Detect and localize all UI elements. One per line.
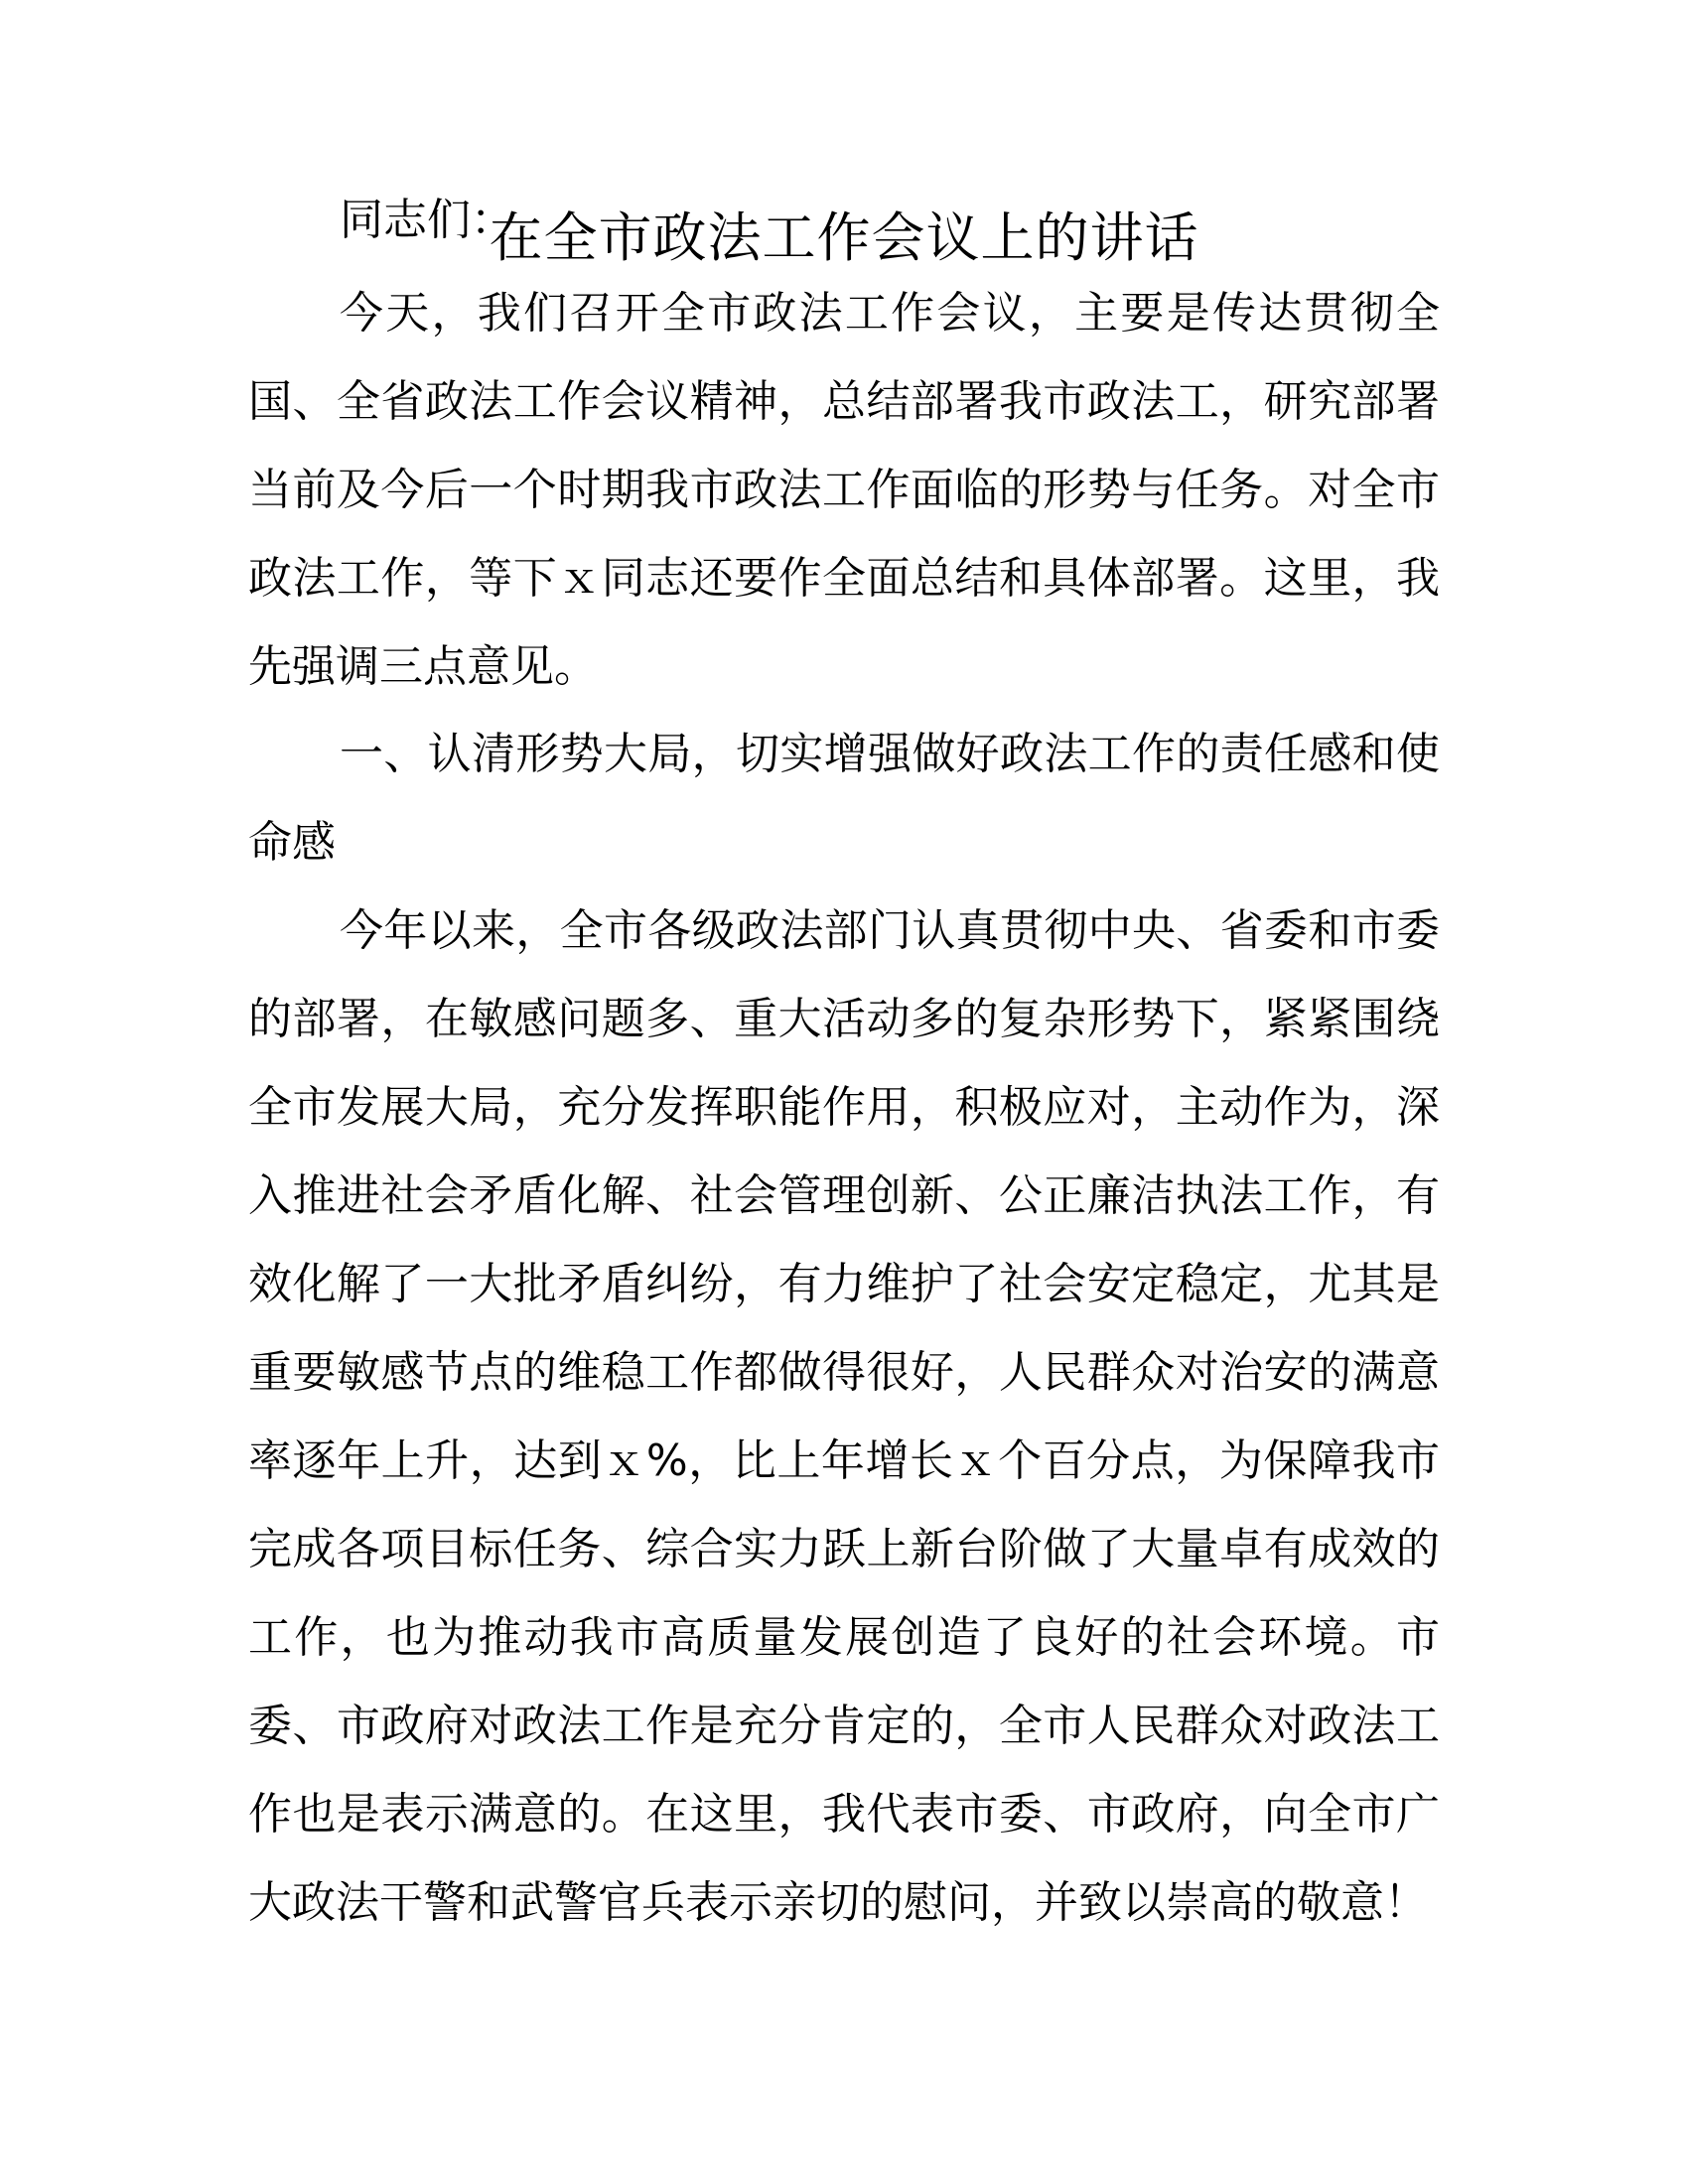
section-heading-line: 一、认清形势大局，切实增强做好政法工作的责任感和使 [340,729,1440,779]
paragraph-body-line: 的部署，在敏感问题多、重大活动多的复杂形势下，紧紧围绕 [248,994,1440,1044]
paragraph-body-line: 今年以来，全市各级政法部门认真贯彻中央、省委和市委 [340,905,1440,956]
paragraph-body-line: 率逐年上升，达到ｘ%，比上年增长ｘ个百分点，为保障我市 [248,1435,1440,1486]
paragraph-body-line: 重要敏感节点的维稳工作都做得很好，人民群众对治安的满意 [248,1347,1440,1398]
paragraph-intro-line: 先强调三点意见。 [248,641,598,692]
section-heading-line: 命感 [248,817,336,868]
paragraph-body-line: 全市发展大局，充分发挥职能作用，积极应对，主动作为，深 [248,1082,1440,1133]
paragraph-body-line: 效化解了一大批矛盾纠纷，有力维护了社会安定稳定，尤其是 [248,1259,1440,1309]
paragraph-intro-line: 当前及今后一个时期我市政法工作面临的形势与任务。对全市 [248,465,1440,515]
salutation: 同志们： [340,195,514,245]
paragraph-intro-line: 今天，我们召开全市政法工作会议，主要是传达贯彻全 [340,288,1440,339]
paragraph-body-line: 完成各项目标任务、综合实力跃上新台阶做了大量卓有成效的 [248,1524,1440,1574]
paragraph-intro-line: 政法工作，等下ｘ同志还要作全面总结和具体部署。这里，我 [248,553,1440,604]
paragraph-body-line: 入推进社会矛盾化解、社会管理创新、公正廉洁执法工作，有 [248,1170,1440,1221]
paragraph-body-line: 大政法干警和武警官兵表示亲切的慰问，并致以崇高的敬意！ [248,1877,1428,1928]
document-title: 在全市政法工作会议上的讲话 [489,206,1199,269]
paragraph-body-line: 委、市政府对政法工作是充分肯定的，全市人民群众对政法工 [248,1701,1440,1751]
paragraph-body-line: 工作，也为推动我市高质量发展创造了良好的社会环境。市 [248,1612,1440,1663]
paragraph-body-line: 作也是表示满意的。在这里，我代表市委、市政府，向全市广 [248,1789,1440,1840]
paragraph-intro-line: 国、全省政法工作会议精神，总结部署我市政法工，研究部署 [248,376,1440,427]
